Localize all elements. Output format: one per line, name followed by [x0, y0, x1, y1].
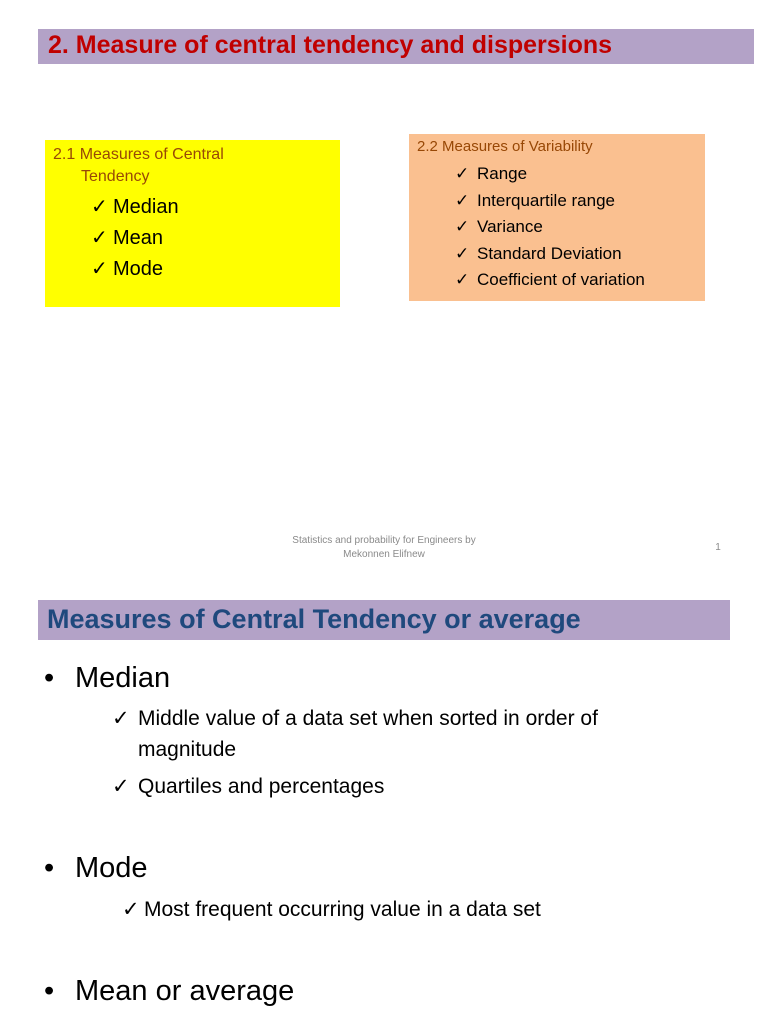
list-item — [91, 223, 179, 254]
bullet-mode — [44, 850, 148, 886]
check-icon: ✓ — [91, 227, 108, 249]
median-point — [112, 703, 598, 765]
variability-heading: 2.2 Measures of Variability — [417, 138, 593, 155]
bullet-median — [44, 660, 170, 696]
check-icon: ✓ — [455, 243, 470, 263]
footer-line1: Statistics and probability for Engineers by — [292, 535, 476, 546]
median-point — [112, 771, 384, 802]
bullet-label: Mode — [75, 852, 148, 884]
list-item-label: Interquartile range — [477, 190, 615, 210]
check-icon: ✓ — [455, 190, 470, 210]
check-icon: ✓ — [122, 898, 140, 921]
bullet-icon: • — [44, 662, 55, 694]
list-item-label: Mean — [113, 227, 164, 249]
bullet-icon: • — [44, 852, 55, 884]
list-item — [455, 188, 645, 215]
list-item-label: Mode — [113, 258, 164, 280]
check-icon: ✓ — [455, 270, 470, 289]
check-icon: ✓ — [91, 196, 108, 218]
footer-line2: Mekonnen Elifnew — [343, 549, 425, 560]
median-point-line2: magnitude — [138, 738, 237, 761]
mode-point-text: Most frequent occurring value in a data set — [144, 898, 541, 921]
slide-footer — [234, 534, 534, 562]
list-item-label: Range — [477, 164, 528, 183]
list-item-label: Median — [113, 196, 179, 218]
check-icon: ✓ — [112, 707, 130, 730]
mode-point — [122, 894, 541, 925]
list-item — [455, 214, 645, 241]
slide2-title: Measures of Central Tendency or average — [47, 604, 581, 634]
bullet-mean — [44, 973, 294, 1009]
median-point-line1: Middle value of a data set when sorted in order of — [138, 707, 598, 730]
central-tendency-heading — [53, 144, 333, 188]
bullet-label: Mean or average — [75, 975, 295, 1007]
variability-list — [455, 161, 645, 294]
bullet-label: Median — [75, 662, 171, 694]
central-tendency-list — [91, 192, 179, 285]
list-item — [455, 267, 645, 294]
list-item-label: Coefficient of variation — [477, 270, 645, 289]
list-item — [455, 241, 645, 268]
check-icon: ✓ — [112, 775, 130, 798]
list-item — [91, 192, 179, 223]
slide2-title-bar — [38, 600, 730, 640]
list-item-label: Variance — [477, 217, 543, 236]
check-icon: ✓ — [455, 164, 470, 183]
list-item — [91, 254, 179, 285]
central-tendency-box — [45, 140, 340, 307]
bullet-icon: • — [44, 975, 55, 1007]
check-icon: ✓ — [91, 258, 108, 280]
median-point-text: Quartiles and percentages — [138, 775, 385, 798]
median-point-text — [138, 703, 598, 765]
list-item-label: Standard Deviation — [477, 243, 622, 263]
central-tendency-heading-line1: 2.1 Measures of Central — [53, 146, 224, 163]
variability-box — [409, 134, 705, 301]
list-item — [455, 161, 645, 188]
slide1-title-bar — [38, 29, 754, 64]
central-tendency-heading-line2: Tendency — [81, 168, 150, 185]
check-icon: ✓ — [455, 217, 470, 236]
slide1-title: 2. Measure of central tendency and dispersions — [48, 31, 613, 59]
page-number: 1 — [715, 542, 721, 553]
